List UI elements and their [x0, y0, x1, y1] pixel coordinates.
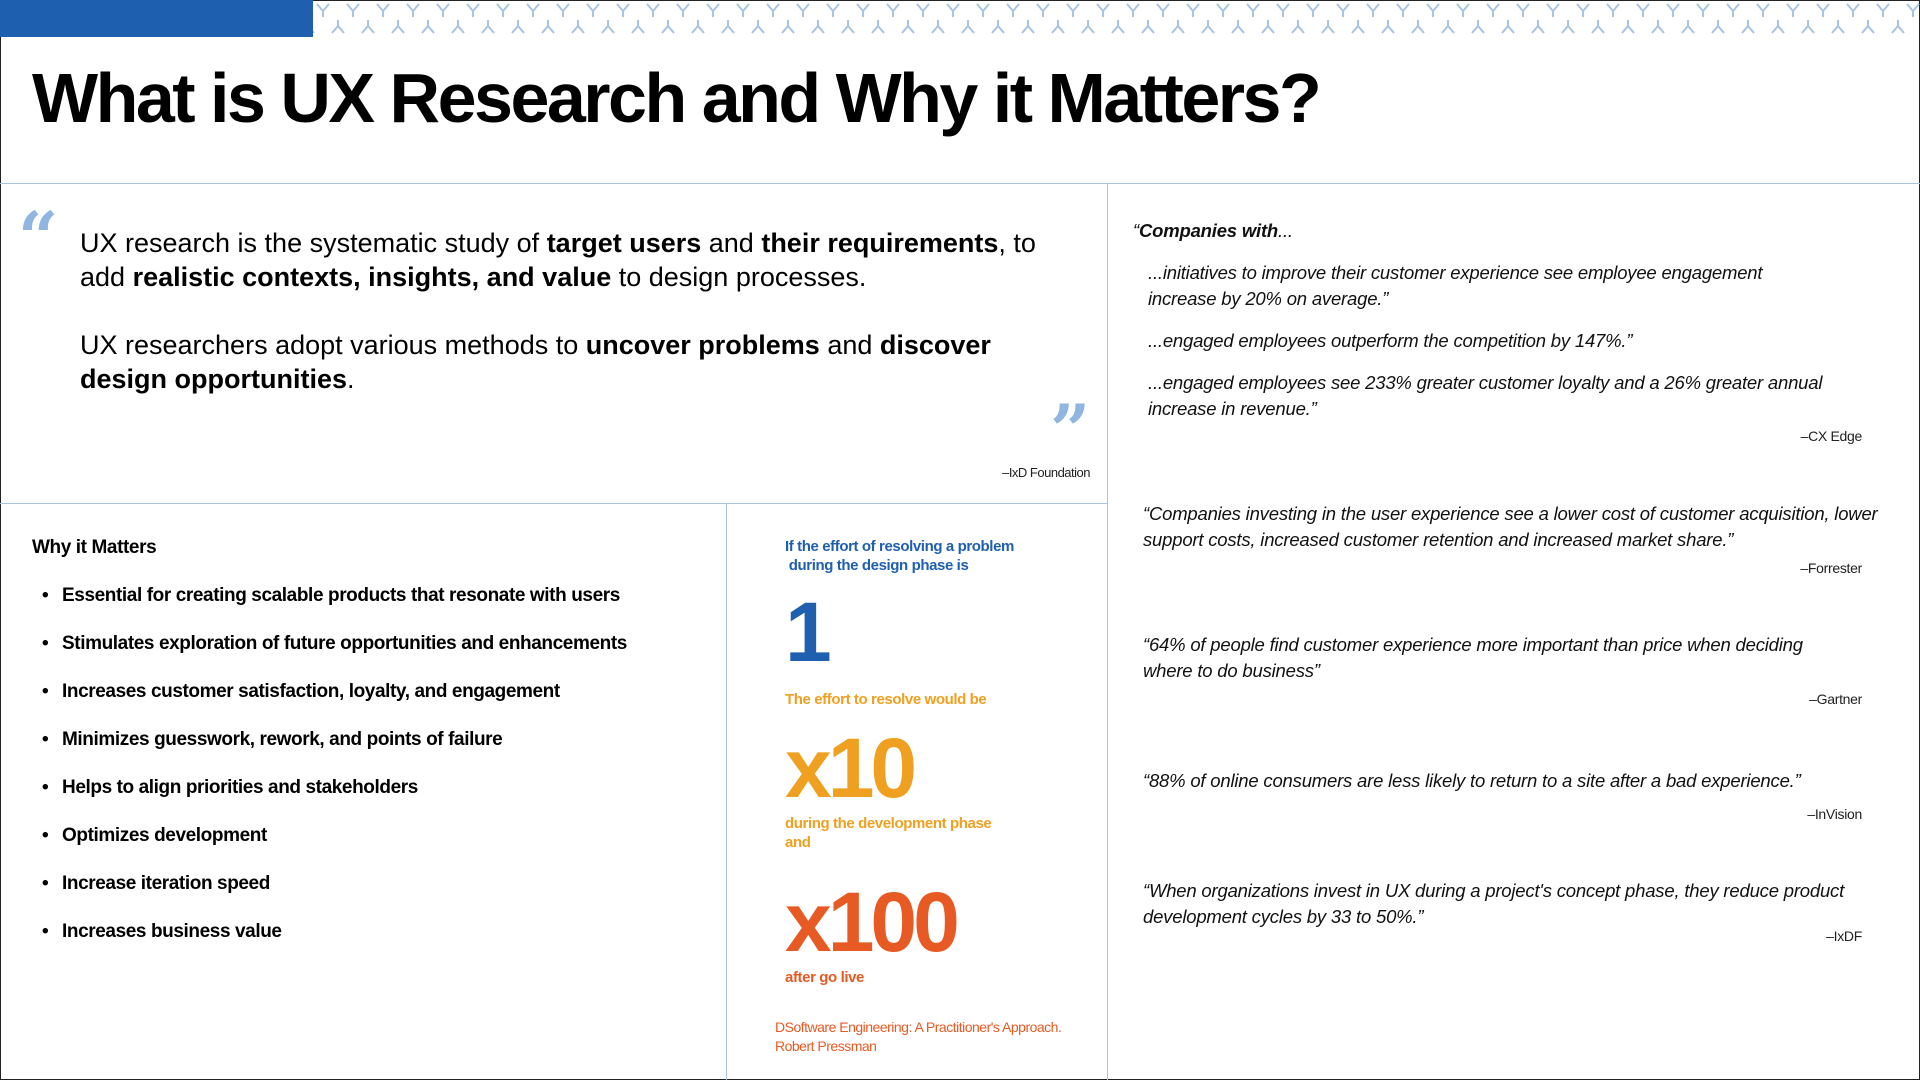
design-phase-value: 1	[785, 585, 828, 679]
divider-horizontal-left	[0, 503, 1107, 504]
cx-source: –CX Edge	[1800, 428, 1862, 444]
go-live-value: x100	[785, 875, 956, 969]
definition-text: , to add	[80, 228, 1036, 292]
definition-emphasis: target users	[546, 228, 702, 258]
why-it-matters-item: • Stimulates exploration of future opportunities and enhancements	[40, 632, 627, 680]
cost-citation-line-1: DSoftware Engineering: A Practitioner's Approach.	[775, 1019, 1062, 1035]
cost-intro-line-1: If the effort of resolving a problem	[785, 538, 1014, 555]
definition-text: and	[819, 330, 880, 360]
divider-vertical-main	[1107, 183, 1108, 1080]
cx-stat-2: ...engaged employees outperform the competition by 147%.”	[1148, 330, 1633, 351]
forrester-quote: “Companies investing in the user experience see a lower cost of customer acquisition, lower support costs, increased customer retention and increased market share.”	[1143, 503, 1878, 550]
development-phase-label-line-2: and	[785, 834, 811, 851]
top-banner-blue-block	[0, 0, 313, 37]
definition-source: –IxD Foundation	[1002, 465, 1090, 480]
why-it-matters-heading: Why it Matters	[32, 537, 157, 558]
invision-source: –InVision	[1807, 806, 1862, 822]
development-phase-label	[785, 814, 991, 852]
cost-citation-line-2: Robert Pressman	[775, 1038, 877, 1054]
divider-horizontal-top	[0, 183, 1920, 184]
why-it-matters-item: • Increases business value	[40, 920, 627, 968]
development-phase-value: x10	[785, 721, 914, 815]
why-it-matters-list	[40, 584, 627, 968]
definition-emphasis: their requirements	[761, 228, 999, 258]
definition-paragraph-2	[80, 328, 1050, 396]
gartner-quote: “64% of people find customer experience more important than price when deciding where to do business”	[1143, 634, 1803, 681]
definition-emphasis: uncover problems	[585, 330, 820, 360]
definition-emphasis: discover design opportunities	[80, 330, 991, 394]
definition-text: UX research is the systematic study of	[80, 228, 547, 258]
why-it-matters-item: • Helps to align priorities and stakeholders	[40, 776, 627, 824]
ixdf-source: –IxDF	[1826, 928, 1862, 944]
open-quote-icon: “	[18, 196, 59, 279]
top-banner	[0, 0, 1920, 37]
definition-text: UX researchers adopt various methods to	[80, 330, 586, 360]
top-banner-pattern	[313, 0, 1920, 37]
gartner-source: –Gartner	[1809, 691, 1862, 707]
why-it-matters-item: • Increases customer satisfaction, loyalty, and engagement	[40, 680, 627, 728]
ixdf-quote: “When organizations invest in UX during a project's concept phase, they reduce product development cycles by 33 to 50%.”	[1143, 880, 1845, 927]
cx-stat-1: ...initiatives to improve their customer experience see employee engagement increase by 20% on average.”	[1148, 262, 1763, 309]
ux-research-definition	[80, 226, 1050, 430]
why-it-matters-item: • Optimizes development	[40, 824, 627, 872]
close-quote-icon: ”	[1050, 389, 1091, 472]
cost-citation	[775, 1018, 1061, 1056]
cost-intro	[785, 537, 1014, 575]
why-it-matters-item: • Minimizes guesswork, rework, and points of failure	[40, 728, 627, 776]
divider-vertical-bottom	[726, 503, 727, 1080]
definition-paragraph-1	[80, 226, 1050, 294]
go-live-label: after go live	[785, 969, 864, 986]
cx-stat-3: ...engaged employees see 233% greater customer loyalty and a 26% greater annual increase in revenue.”	[1148, 372, 1823, 419]
definition-text: to design processes.	[611, 262, 867, 292]
invision-quote: “88% of online consumers are less likely to return to a site after a bad experience.”	[1143, 770, 1801, 791]
definition-emphasis: realistic contexts, insights, and value	[132, 262, 612, 292]
definition-text: and	[701, 228, 762, 258]
page-title: What is UX Research and Why it Matters?	[32, 59, 1320, 137]
development-phase-label-line-1: during the development phase	[785, 815, 992, 832]
cx-lead-prefix: “	[1133, 220, 1139, 241]
forrester-source: –Forrester	[1800, 560, 1862, 576]
cost-intro-line-2: during the design phase is	[785, 557, 969, 574]
definition-text: .	[347, 364, 355, 394]
why-it-matters-item: • Increase iteration speed	[40, 872, 627, 920]
cost-mid-label: The effort to resolve would be	[785, 691, 987, 708]
cx-lead	[1133, 218, 1873, 244]
why-it-matters-item: • Essential for creating scalable products that resonate with users	[40, 584, 627, 632]
cx-lead-bold: Companies with	[1138, 220, 1279, 241]
cx-lead-suffix: ...	[1278, 220, 1293, 241]
